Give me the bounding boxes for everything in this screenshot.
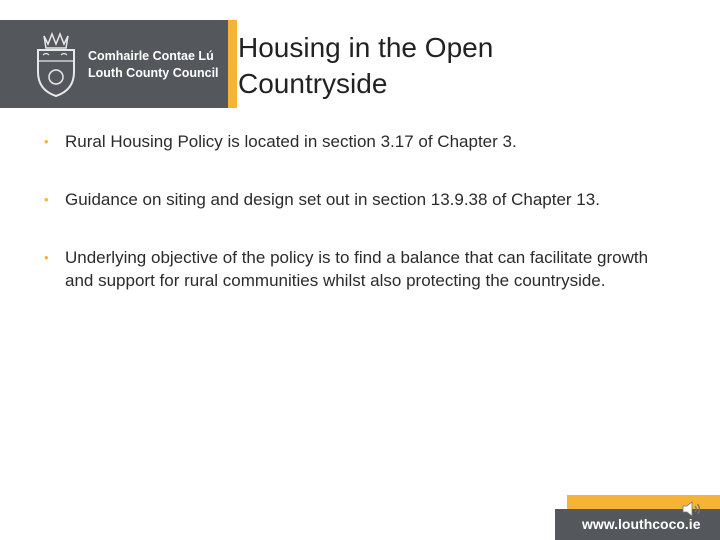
footer-website-link[interactable]: www.louthcoco.ie bbox=[582, 516, 701, 532]
slide-title bbox=[238, 30, 698, 102]
slide-title-line-2: Countryside bbox=[238, 68, 388, 99]
bullet-item bbox=[44, 246, 674, 292]
bullet-text: Underlying objective of the policy is to find a balance that can facilitate growth and support for rural communities whilst also protecting the countryside. bbox=[65, 248, 649, 290]
bullet-text: Guidance on siting and design set out in section 13.9.38 of Chapter 13. bbox=[65, 190, 600, 209]
bullet-dot-icon: • bbox=[44, 134, 49, 149]
council-name-english: Louth County Council bbox=[88, 66, 219, 80]
bullet-dot-icon: • bbox=[44, 192, 49, 207]
slide-title-line-1: Housing in the Open bbox=[238, 32, 494, 63]
council-logo bbox=[0, 20, 228, 108]
bullet-item bbox=[44, 130, 674, 153]
council-name-irish: Comhairle Contae Lú bbox=[88, 49, 214, 63]
bullet-item bbox=[44, 188, 674, 211]
bullet-dot-icon: • bbox=[44, 250, 49, 265]
header-accent-bar bbox=[228, 20, 237, 108]
county-crest-icon bbox=[30, 28, 82, 100]
bullet-list bbox=[44, 130, 674, 327]
speaker-icon[interactable] bbox=[681, 499, 703, 519]
bullet-text: Rural Housing Policy is located in section 3.17 of Chapter 3. bbox=[65, 132, 517, 151]
council-name bbox=[88, 48, 219, 82]
